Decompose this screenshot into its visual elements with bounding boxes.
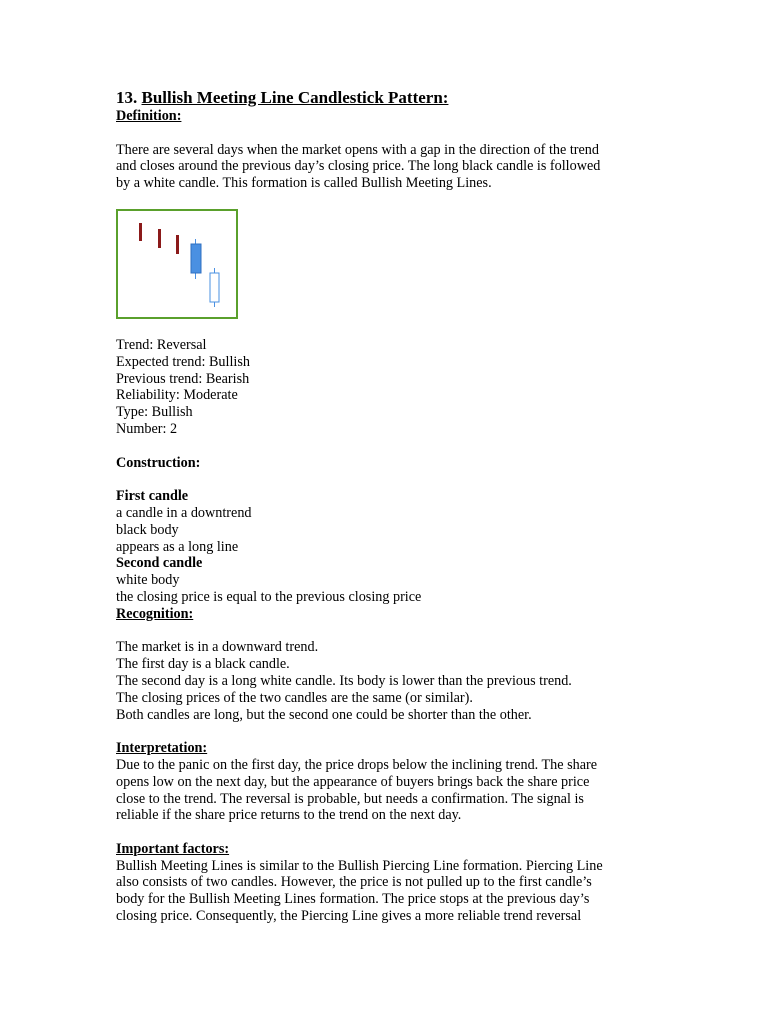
- interpretation-label: Interpretation:: [116, 740, 208, 757]
- heading-number: 13.: [116, 88, 138, 107]
- attribute-type: Type: Bullish: [116, 404, 193, 421]
- first-candle-item: appears as a long line: [116, 538, 239, 555]
- first-candle-item: a candle in a downtrend: [116, 504, 252, 521]
- trend-candle-2: [158, 229, 161, 248]
- section-heading: [116, 88, 656, 108]
- heading-title: Bullish Meeting Line Candlestick Pattern:: [141, 88, 449, 107]
- black-candle-body: [191, 244, 201, 273]
- attribute-previous-trend: Previous trend: Bearish: [116, 370, 250, 387]
- attribute-expected-trend: Expected trend: Bullish: [116, 353, 250, 370]
- interpretation-line: reliable if the share price returns to the trend on the next day.: [116, 807, 462, 824]
- recognition-label: Recognition:: [116, 605, 194, 622]
- important-factors-line: also consists of two candles. However, the price is not pulled up to the first candle’s: [116, 874, 592, 891]
- document-content: [116, 88, 656, 925]
- recognition-line: The first day is a black candle.: [116, 656, 290, 673]
- important-factors-line: body for the Bullish Meeting Lines formation. The price stops at the previous day’s: [116, 891, 590, 908]
- second-candle-item: white body: [116, 572, 180, 589]
- recognition-line: The closing prices of the two candles are the same (or similar).: [116, 689, 473, 706]
- important-factors-label: Important factors:: [116, 840, 230, 857]
- white-candle-body: [210, 273, 219, 302]
- candlestick-figure: [116, 209, 238, 319]
- trend-candle-1: [139, 223, 142, 241]
- interpretation-line: opens low on the next day, but the appearance of buyers brings back the share price: [116, 773, 590, 790]
- definition-line: by a white candle. This formation is called Bullish Meeting Lines.: [116, 175, 492, 192]
- recognition-line: Both candles are long, but the second one could be shorter than the other.: [116, 706, 532, 723]
- attribute-reliability: Reliability: Moderate: [116, 387, 238, 404]
- second-candle-title: Second candle: [116, 555, 203, 572]
- candlestick-diagram: [118, 211, 236, 317]
- definition-line: and closes around the previous day’s closing price. The long black candle is followed: [116, 158, 601, 175]
- attribute-number: Number: 2: [116, 420, 178, 437]
- recognition-line: The second day is a long white candle. Its body is lower than the previous trend.: [116, 672, 572, 689]
- definition-line: There are several days when the market opens with a gap in the direction of the trend: [116, 141, 599, 158]
- trend-candle-3: [176, 235, 179, 254]
- first-candle-item: black body: [116, 521, 179, 538]
- attribute-trend: Trend: Reversal: [116, 336, 207, 353]
- second-candle-item: the closing price is equal to the previous closing price: [116, 588, 422, 605]
- construction-label: Construction:: [116, 454, 201, 471]
- recognition-line: The market is in a downward trend.: [116, 639, 319, 656]
- definition-label: Definition:: [116, 108, 182, 124]
- first-candle-title: First candle: [116, 488, 189, 505]
- interpretation-line: Due to the panic on the first day, the price drops below the inclining trend. The share: [116, 756, 598, 773]
- important-factors-line: closing price. Consequently, the Piercing Line gives a more reliable trend reversal: [116, 908, 582, 925]
- important-factors-line: Bullish Meeting Lines is similar to the Bullish Piercing Line formation. Piercing Line: [116, 857, 603, 874]
- interpretation-line: close to the trend. The reversal is probable, but needs a confirmation. The signal is: [116, 790, 584, 807]
